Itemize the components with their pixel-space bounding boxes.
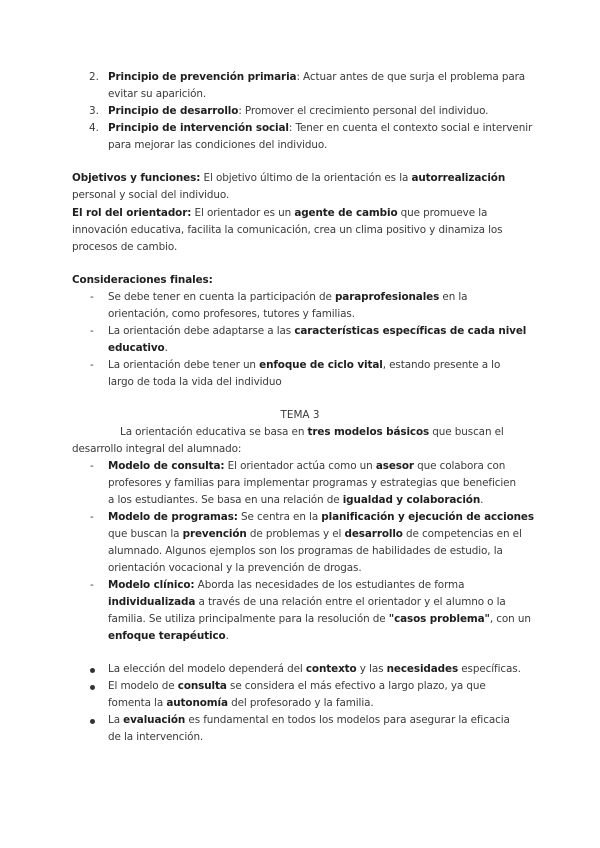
rol-line-2: innovación educativa, facilita la comunicación, crea un clima positivo y dinamiza los [72, 224, 503, 236]
list-number: 4. [89, 122, 99, 134]
consideraciones-title: Consideraciones finales: [72, 274, 213, 286]
dash-marker: - [90, 325, 94, 337]
clinico-line-3: familia. Se utiliza principalmente para la resolución de "casos problema", con un [108, 613, 531, 625]
principle-2-line-2: evitar su aparición. [108, 88, 207, 100]
dash-marker: - [90, 359, 94, 371]
clinico-line-1: Modelo clínico: Aborda las necesidades de los estudiantes de forma [108, 579, 465, 591]
dash-marker: - [90, 291, 94, 303]
programas-line-1: Modelo de programas: Se centra en la planificación y ejecución de acciones [108, 511, 534, 523]
clinico-line-2: individualizada a través de una relación entre el orientador y el alumno o la [108, 596, 506, 608]
consideracion-2-line-2: educativo. [108, 342, 168, 354]
programas-line-4: orientación vocacional y la prevención de drogas. [108, 562, 362, 574]
principle-4-line-2: para mejorar las condiciones del individuo. [108, 139, 328, 151]
bullet-2-line-1: El modelo de consulta se considera el más efectivo a largo plazo, ya que [108, 680, 486, 692]
objetivos-line-1: Objetivos y funciones: El objetivo último de la orientación es la autorrealización [72, 172, 506, 184]
consideracion-2-line-1: La orientación debe adaptarse a las características específicas de cada nivel [108, 325, 527, 337]
bullet-1-line-1: La elección del modelo dependerá del contexto y las necesidades específicas. [108, 663, 521, 675]
bullet-2-line-2: fomenta la autonomía del profesorado y la familia. [108, 697, 374, 709]
principle-3-line-1: Principio de desarrollo: Promover el crecimiento personal del individuo. [108, 105, 489, 117]
consulta-line-1: Modelo de consulta: El orientador actúa como un asesor que colabora con [108, 460, 506, 472]
tema-intro-line-1: La orientación educativa se basa en tres modelos básicos que buscan el [120, 426, 504, 438]
section-heading: TEMA 3 [280, 409, 320, 421]
principle-4-line-1: Principio de intervención social: Tener en cuenta el contexto social e intervenir [108, 122, 533, 134]
objetivos-line-2: personal y social del individuo. [72, 189, 230, 201]
bullet-3-line-1: La evaluación es fundamental en todos los modelos para asegurar la eficacia [108, 714, 510, 726]
consulta-line-2: profesores y familias para implementar programas y estrategias que beneficien [108, 477, 516, 489]
bullet-3-line-2: de la intervención. [108, 731, 204, 743]
dash-marker: - [90, 511, 94, 523]
tema-intro-line-2: desarrollo integral del alumnado: [72, 443, 242, 455]
rol-line-3: procesos de cambio. [72, 241, 178, 253]
list-number: 3. [89, 105, 99, 117]
consideracion-1-line-2: orientación, como profesores, tutores y familias. [108, 308, 355, 320]
consulta-line-3: a los estudiantes. Se basa en una relación de igualdad y colaboración. [108, 494, 484, 506]
programas-line-2: que buscan la prevención de problemas y el desarrollo de competencias en el [108, 528, 522, 540]
bullet-dot [90, 668, 95, 673]
principle-2-line-1: Principio de prevención primaria: Actuar antes de que surja el problema para [108, 71, 526, 83]
bullet-dot [90, 685, 95, 690]
bullet-dot [90, 719, 95, 724]
consideracion-3-line-1: La orientación debe tener un enfoque de ciclo vital, estando presente a lo [108, 359, 501, 371]
rol-line-1: El rol del orientador: El orientador es un agente de cambio que promueve la [72, 207, 488, 219]
consideracion-3-line-2: largo de toda la vida del individuo [108, 376, 282, 388]
dash-marker: - [90, 579, 94, 591]
list-number: 2. [89, 71, 99, 83]
clinico-line-4: enfoque terapéutico. [108, 630, 229, 642]
programas-line-3: alumnado. Algunos ejemplos son los programas de habilidades de estudio, la [108, 545, 503, 557]
consideracion-1-line-1: Se debe tener en cuenta la participación de paraprofesionales en la [108, 291, 468, 303]
dash-marker: - [90, 460, 94, 472]
